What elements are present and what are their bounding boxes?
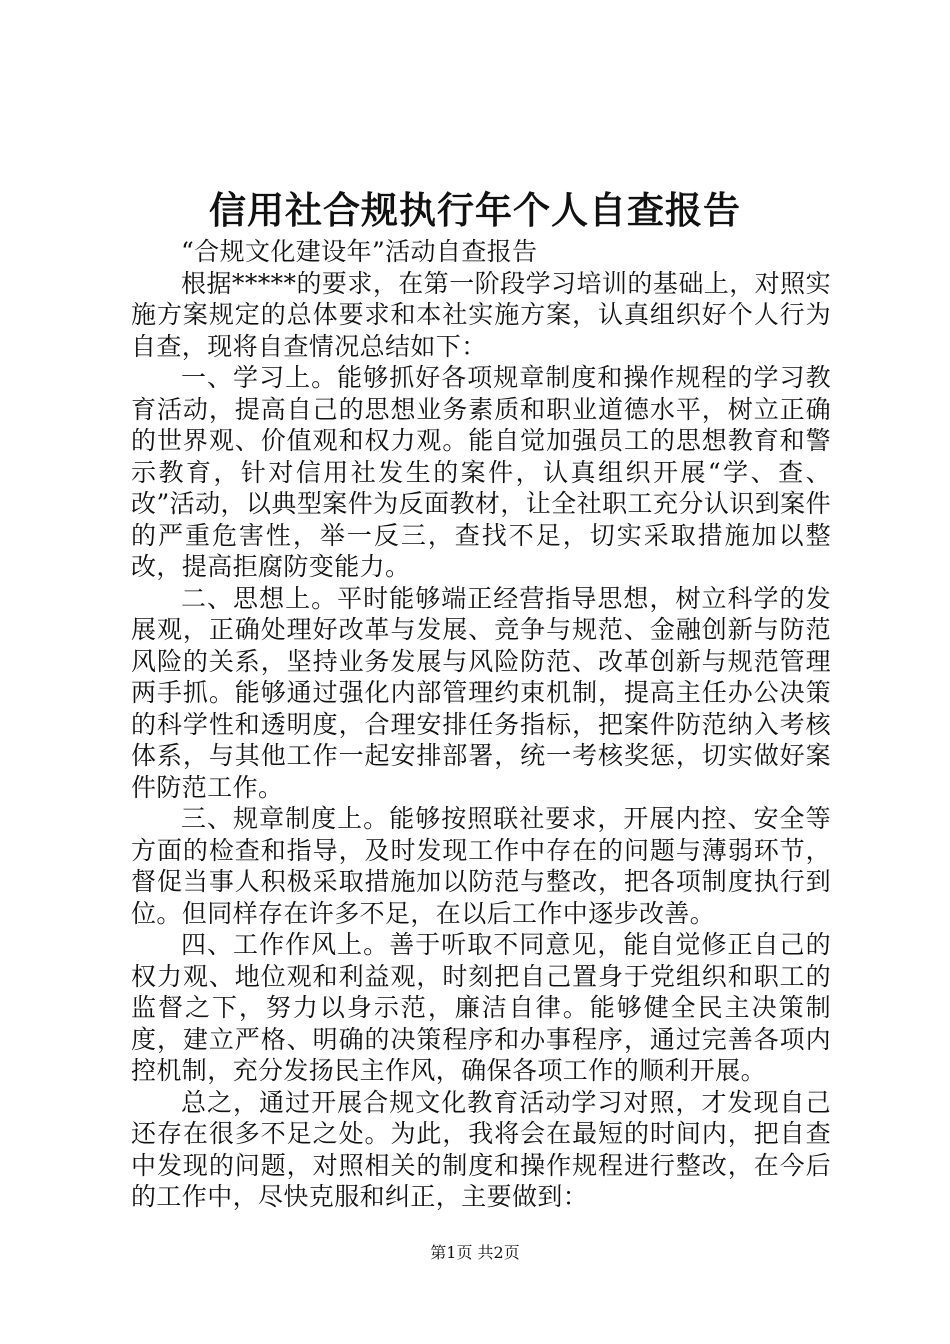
document-title: 信用社合规执行年个人自查报告 (209, 188, 741, 232)
paragraph-rules: 三、规章制度上。能够按照联社要求，开展内控、安全等方面的检查和指导，及时发现工作中存在的问题与薄弱环节，督促当事人积极采取措施加以防范与整改，把各项制度执行到位。但同样存在许多不足，在以后工作中逐步改善。 (131, 804, 831, 928)
document-subtitle: “合规文化建设年”活动自查报告 (181, 237, 538, 266)
paragraph-study: 一、学习上。能够抓好各项规章制度和操作规程的学习教育活动，提高自己的思想业务素质和职业道德水平，树立正确的世界观、价值观和权力观。能自觉加强员工的思想教育和警示教育，针对信用社发生的案件，认真组织开展“学、查、改”活动，以典型案件为反面教材，让全社职工充分认识到案件的严重危害性，举一反三，查找不足，切实采取措施加以整改，提高拒腐防变能力。 (131, 363, 831, 581)
paragraph-work-style: 四、工作作风上。善于听取不同意见，能自觉修正自己的权力观、地位观和利益观，时刻把自己置身于党组织和职工的监督之下，努力以身示范，廉洁自律。能够健全民主决策制度，建立严格、明确的决策程序和办事程序，通过完善各项内控机制，充分发扬民主作风，确保各项工作的顺利开展。 (131, 930, 831, 1085)
document-body (131, 236, 831, 1213)
paragraph-summary: 总之，通过开展合规文化教育活动学习对照，才发现自己还存在很多不足之处。为此，我将会在最短的时间内，把自查中发现的问题，对照相关的制度和操作规程进行整改，在今后的工作中，尽快克服和纠正，主要做到： (131, 1087, 831, 1211)
paragraph-intro: 根据*****的要求，在第一阶段学习培训的基础上，对照实施方案规定的总体要求和本社实施方案，认真组织好个人行为自查，现将自查情况总结如下： (131, 268, 831, 361)
page-number-footer: 第1页 共2页 (430, 1243, 520, 1262)
paragraph-thought: 二、思想上。平时能够端正经营指导思想，树立科学的发展观，正确处理好改革与发展、竞争与规范、金融创新与防范风险的关系，坚持业务发展与风险防范、改革创新与规范管理两手抓。能够通过强化内部管理约束机制，提高主任办公决策的科学性和透明度，合理安排任务指标，把案件防范纳入考核体系，与其他工作一起安排部署，统一考核奖惩，切实做好案件防范工作。 (131, 583, 831, 802)
